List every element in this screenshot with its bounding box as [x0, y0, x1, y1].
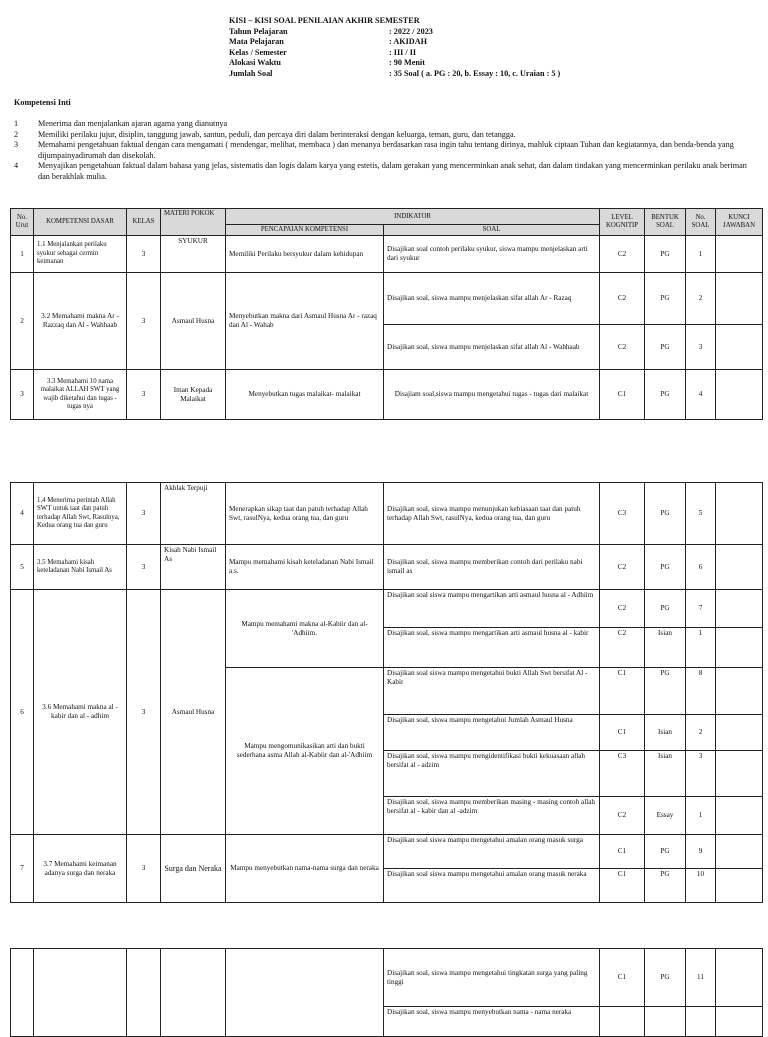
cell-no: 4	[11, 483, 34, 545]
header-materi-pokok: MATERI POKOK	[161, 209, 226, 236]
cell-kunci	[716, 590, 763, 628]
cell-level: C1	[600, 370, 645, 420]
cell-no-soal: 7	[686, 590, 716, 628]
table-row	[11, 545, 763, 590]
cell-bentuk: PG	[645, 835, 686, 869]
cell-no-soal: 3	[686, 325, 716, 370]
header-kompetensi-dasar: KOMPETENSI DASAR	[34, 209, 127, 236]
table-row	[11, 949, 763, 1007]
cell-level: C1	[600, 835, 645, 869]
table-row	[11, 370, 763, 420]
cell-soal: Disajikan soal, siswa mampu mengetahui tingkatan surga yang paling tinggi	[384, 949, 600, 1007]
cell-kelas	[127, 949, 161, 1037]
cell-materi: Surga dan Neraka	[161, 835, 226, 903]
cell-soal: Disajikan soal, siswa mampu memberikan masing - masing contoh allah bersifat al - kabir dan al -adzim	[384, 797, 600, 835]
cell-bentuk	[645, 1007, 686, 1037]
cell-materi: Iman Kepada Malaikat	[161, 370, 226, 420]
cell-kompetensi-dasar: 3.5 Memahami kisah keteladanan Nabi Ismail As	[34, 545, 127, 590]
table-row	[11, 835, 763, 869]
cell-soal: Disajiam soal,siswa mampu mengetahui tugas - tugas dari malaikat	[384, 370, 600, 420]
cell-no-soal: 11	[686, 949, 716, 1007]
cell-soal: Disajikan soal, siswa mampu mengidentifikasi bukti kekuasaan allah bersifat al - adzim	[384, 751, 600, 797]
ki-number: 3	[14, 140, 19, 150]
cell-level: C2	[600, 545, 645, 590]
header-label: Mata Pelajaran	[229, 37, 284, 47]
cell-materi: Kisah Nabi Ismail As	[161, 545, 226, 590]
header-label: Kelas / Semester	[229, 47, 287, 57]
cell-kelas: 3	[127, 236, 161, 273]
header-label: Alokasi Waktu	[229, 58, 281, 68]
cell-level: C1	[600, 869, 645, 903]
header-value: : 35 Soal ( a. PG : 20, b. Essay : 10, c. Uraian : 5 )	[389, 68, 561, 78]
header-row-alokasi	[229, 58, 560, 69]
cell-no-soal: 4	[686, 370, 716, 420]
cell-bentuk: PG	[645, 668, 686, 715]
header-value: : 90 Menit	[389, 58, 425, 68]
cell-bentuk: PG	[645, 949, 686, 1007]
table-row	[11, 483, 763, 545]
header-bentuk-soal: BENTUK SOAL	[645, 209, 686, 236]
cell-materi: Akhlak Terpuji	[161, 483, 226, 545]
cell-soal: Disajikan soal contoh perilaku syukur, siswa mampu menjelaskan arti dari syukur	[384, 236, 600, 273]
cell-pencapaian: Mampu menyebutkan nama-nama surga dan neraka	[226, 835, 384, 903]
cell-soal: Disajikan soal, siswa mampu menunjukan kebiasaan taat dan patuh terhadap Allah Swt, rasulNya, kedua orang tua, dan guru	[384, 483, 600, 545]
cell-bentuk: PG	[645, 370, 686, 420]
ki-item	[14, 161, 754, 182]
cell-bentuk: PG	[645, 869, 686, 903]
cell-bentuk: Isian	[645, 715, 686, 751]
ki-text: Menyajikan pengetahuan faktual dalam bahasa yang jelas, sistematis dan logis dalam karya yang estetis, dalam gerakan yang mencerminkan anak sehat, dan dalam tindakan yang mencerminkan perilaku anak beriman dan berakhlak mulia.	[38, 161, 747, 181]
cell-level: C1	[600, 715, 645, 751]
cell-level: C2	[600, 797, 645, 835]
cell-kompetensi-dasar: 3.2 Memahami makna Ar - Razzaq dan Al - Wahhaab	[34, 273, 127, 370]
cell-pencapaian	[226, 949, 384, 1037]
cell-pencapaian: Menerapkan sikap taat dan patuh terhadap Allah Swt, rasulNya, kedua orang tua, dan guru	[226, 483, 384, 545]
cell-kelas: 3	[127, 273, 161, 370]
ki-text: Menerima dan menjalankan ajaran agama yang dianutnya	[38, 119, 228, 128]
cell-kunci	[716, 545, 763, 590]
cell-materi: SYUKUR	[161, 236, 226, 273]
cell-level: C1	[600, 949, 645, 1007]
cell-kelas: 3	[127, 835, 161, 903]
cell-no: 2	[11, 273, 34, 370]
header-no-soal: No. SOAL	[686, 209, 716, 236]
header-row-mapel	[229, 37, 560, 48]
cell-kunci	[716, 370, 763, 420]
cell-soal: Disajikan soal, siswa mampu mengartikan arti asmaul husna al - kabir	[384, 628, 600, 668]
cell-pencapaian: Menyebutkan tugas malaikat- malaikat	[226, 370, 384, 420]
cell-level: C2	[600, 628, 645, 668]
cell-kunci	[716, 273, 763, 325]
cell-materi: Asmaul Husna	[161, 273, 226, 370]
cell-bentuk: PG	[645, 273, 686, 325]
cell-no: 7	[11, 835, 34, 903]
cell-bentuk: PG	[645, 545, 686, 590]
cell-level	[600, 1007, 645, 1037]
table-row	[11, 236, 763, 273]
table-row	[11, 273, 763, 325]
cell-pencapaian: Mampu memahami makna al-Kabiir dan al-'Adhiim.	[226, 590, 384, 668]
cell-soal: Disajikan soal siswa mampu mengetahui amalan orang masuk neraka	[384, 869, 600, 903]
cell-kunci	[716, 1007, 763, 1037]
cell-kompetensi-dasar: 3.3 Memahami 10 nama malaikat ALLAH SWT yang wajib diketahui dan tugas - tugas nya	[34, 370, 127, 420]
cell-no-soal: 2	[686, 715, 716, 751]
cell-kelas: 3	[127, 370, 161, 420]
cell-no: 6	[11, 590, 34, 835]
cell-kunci	[716, 869, 763, 903]
kompetensi-inti-list	[14, 119, 754, 183]
header-no-urut: No. Urut	[11, 209, 34, 236]
cell-materi	[161, 949, 226, 1037]
ki-number: 1	[14, 119, 19, 128]
header-kunci-jawaban: KUNCI JAWABAN	[716, 209, 763, 236]
cell-kompetensi-dasar: 1.1 Menjalankan perilaku syukur sebagai cermin keimanan	[34, 236, 127, 273]
cell-soal: Disajikan soal siswa mampu mengetahui amalan orang masuk surga	[384, 835, 600, 869]
cell-soal: Disajikan soal siswa mampu mengetahui bukti Allah Swt bersifat Al - Kabir	[384, 668, 600, 715]
header-row-jumlah	[229, 69, 560, 80]
header-indikator: INDIKATOR	[226, 209, 600, 225]
cell-kunci	[716, 325, 763, 370]
header-level-kognitip: LEVEL KOGNITIP	[600, 209, 645, 236]
ki-text: Memiliki perilaku jujur, disiplin, tanggung jawab, santun, peduli, dan percaya diri dalam berinteraksi dengan keluarga, teman, guru, dan tetangga.	[38, 129, 516, 139]
cell-no-soal: 1	[686, 628, 716, 668]
cell-bentuk: Isian	[645, 628, 686, 668]
cell-level: C3	[600, 751, 645, 797]
cell-soal: Disajikan soal siswa mampu mengartikan arti asmaul husna al - Adhiim	[384, 590, 600, 628]
cell-soal: Disajikan soal, siswa mampu mengetahui Jumlah Asmaul Husna	[384, 715, 600, 751]
header-value: : 2022 / 2023	[389, 26, 433, 36]
cell-no-soal: 10	[686, 869, 716, 903]
cell-no-soal: 1	[686, 797, 716, 835]
cell-soal: Disajikan soal, siswa mampu menjelaskan sifat allah Al - Wahhaab	[384, 325, 600, 370]
cell-kompetensi-dasar: 3.6 Memahami makna al - kabir dan al - adhim	[34, 590, 127, 835]
cell-bentuk: Isian	[645, 751, 686, 797]
cell-no-soal: 5	[686, 483, 716, 545]
header-row-kelas	[229, 48, 560, 59]
cell-no-soal: 8	[686, 668, 716, 715]
cell-no	[11, 949, 34, 1037]
cell-kunci	[716, 668, 763, 715]
cell-kunci	[716, 751, 763, 797]
cell-pencapaian: Mampu memahami kisah keteladanan Nabi Ismail a.s.	[226, 545, 384, 590]
cell-kunci	[716, 483, 763, 545]
cell-no: 3	[11, 370, 34, 420]
cell-kelas: 3	[127, 483, 161, 545]
cell-soal: Disajikan soal, siswa mampu memberikan contoh dari perilaku nabi ismail as	[384, 545, 600, 590]
header-row-tahun	[229, 27, 560, 38]
header-value: : AKIDAH	[389, 37, 427, 47]
cell-level: C2	[600, 590, 645, 628]
header-soal: SOAL	[384, 225, 600, 236]
cell-kelas: 3	[127, 545, 161, 590]
cell-kompetensi-dasar: 3.7 Memahami keimanan adanya surga dan neraka	[34, 835, 127, 903]
header-kelas: KELAS	[127, 209, 161, 236]
cell-kompetensi-dasar: 1.4 Menerima perintah Allah SWT untuk taat dan patuh terhadap Allah Swt, Rasulnya, Kedua orang tua dan guru	[34, 483, 127, 545]
cell-bentuk: PG	[645, 590, 686, 628]
cell-level: C2	[600, 236, 645, 273]
cell-no-soal	[686, 1007, 716, 1037]
ki-text: Memahami pengetahuan faktual dengan cara mengamati ( mendengar, melihat, membaca ) dan menanya berdasarkan rasa ingin tahu tentang dirinya, mahluk ciptaan Tuhan dan kegiatannya, dan benda-benda yang dijumpainyadirumah dan disekolah.	[38, 140, 734, 160]
cell-pencapaian: Mampu mengomunikasikan arti dan bukti sederhana asma Allah al-Kabiir dan al-'Adhiim	[226, 668, 384, 835]
cell-level: C2	[600, 273, 645, 325]
cell-soal: Disajikan soal, siswa mampu menjelaskan sifat allah Ar - Razaq	[384, 273, 600, 325]
cell-no: 5	[11, 545, 34, 590]
kompetensi-inti-title: Kompetensi Inti	[14, 98, 71, 107]
cell-kelas: 3	[127, 590, 161, 835]
header-value: : III / II	[389, 47, 417, 57]
cell-kunci	[716, 835, 763, 869]
cell-pencapaian: Menyebutkan makna dari Asmaul Husna Ar - razaq dan Al - Wahab	[226, 273, 384, 370]
cell-bentuk: PG	[645, 236, 686, 273]
ki-item	[14, 130, 754, 141]
header-label: Tahun Pelajaran	[229, 26, 288, 36]
kisi-table-page-2	[10, 482, 763, 903]
cell-no: 1	[11, 236, 34, 273]
cell-soal: Disajikan soal, siswa mampu menyebutkan nama - nama neraka	[384, 1007, 600, 1037]
cell-bentuk: PG	[645, 483, 686, 545]
ki-number: 4	[14, 161, 19, 171]
cell-bentuk: Essay	[645, 797, 686, 835]
cell-bentuk: PG	[645, 325, 686, 370]
cell-kunci	[716, 949, 763, 1007]
table-row	[11, 590, 763, 628]
cell-kompetensi-dasar	[34, 949, 127, 1037]
cell-materi: Asmaul Husna	[161, 590, 226, 835]
header-label: Jumlah Soal	[229, 68, 273, 78]
ki-item	[14, 119, 754, 130]
cell-level: C1	[600, 668, 645, 715]
kisi-table-page-1	[10, 208, 763, 420]
document-header	[229, 16, 560, 80]
cell-pencapaian: Memiliki Perilaku bersyukur dalam kehidupan	[226, 236, 384, 273]
cell-no-soal: 2	[686, 273, 716, 325]
cell-level: C3	[600, 483, 645, 545]
cell-kunci	[716, 628, 763, 668]
ki-number: 2	[14, 129, 19, 139]
ki-item	[14, 140, 754, 161]
cell-level: C2	[600, 325, 645, 370]
header-pencapaian-kompetensi: PENCAPAIAN KOMPETENSI	[226, 225, 384, 236]
cell-no-soal: 9	[686, 835, 716, 869]
cell-kunci	[716, 797, 763, 835]
cell-no-soal: 3	[686, 751, 716, 797]
document-title: KISI – KISI SOAL PENILAIAN AKHIR SEMESTER	[229, 16, 420, 25]
cell-kunci	[716, 236, 763, 273]
cell-no-soal: 6	[686, 545, 716, 590]
cell-no-soal: 1	[686, 236, 716, 273]
cell-kunci	[716, 715, 763, 751]
